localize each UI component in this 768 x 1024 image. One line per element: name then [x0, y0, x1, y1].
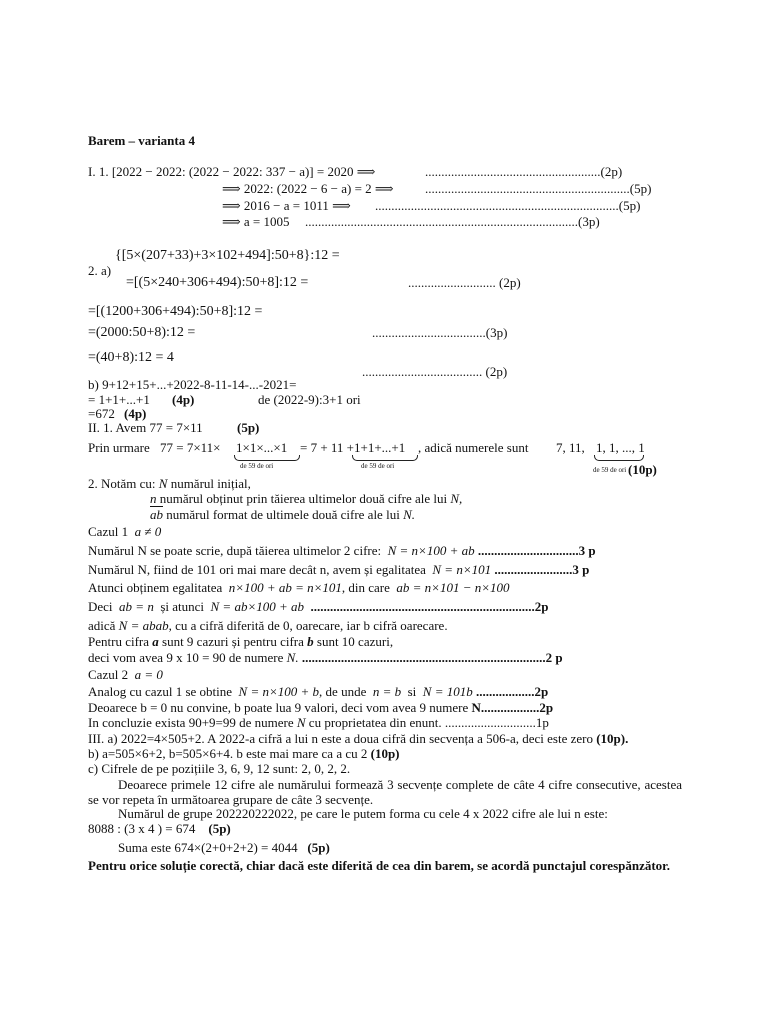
problem-III-a-points: (10p).	[596, 731, 629, 746]
case-2-line-2-text: Deoarece b = 0 nu convine, b poate lua 9 valori, deci vom avea 9 numere	[88, 700, 469, 715]
case-1-line-5	[88, 618, 448, 633]
brace-product	[234, 455, 300, 461]
case-1-line-1-text: Numărul N se poate scrie, după tăierea ultimelor 2 cifre:	[88, 543, 382, 558]
case-1-line-1-math: N = n×100 + ab	[387, 543, 475, 558]
problem-I1-line-3: ⟹ 2016 − a = 1011 ⟹	[222, 198, 351, 213]
problem-III-c-division-points: (5p)	[208, 821, 231, 836]
case-2-line-1-math: N = n×100 + b	[238, 684, 320, 699]
problem-II2-def-n-text: numărul obținut prin tăierea ultimelor două cifre ale lui	[159, 491, 448, 506]
case-1-line-7-points: ...........................................................................2 p	[301, 650, 563, 665]
case-1-line-4-text-b: și atunci	[160, 599, 205, 614]
problem-II2-intro-text: 2. Notăm cu:	[88, 476, 156, 491]
case-2-line-1-points: ..................2p	[476, 684, 549, 699]
case-1-line-4-math-b: N = ab×100 + ab	[210, 599, 305, 614]
problem-III-b-text: b) a=505×6+2, b=505×6+4. b este mai mare ca a cu 2	[88, 746, 368, 761]
document-title: Barem – varianta 4	[88, 133, 195, 148]
case-1-line-3	[88, 580, 510, 595]
problem-II1-math-d: 1+1+...+1	[354, 440, 406, 455]
problem-III-c: c) Cifrele de pe pozițiile 3, 6, 9, 12 sunt: 2, 0, 2, 2.	[88, 761, 351, 776]
case-1-line-4-math: ab = n	[119, 599, 154, 614]
case-1-line-4-points: .....................................................................2p	[310, 599, 549, 614]
case-1-line-2-math: N = n×101	[432, 562, 492, 577]
case-2-line-1-text-c: si	[407, 684, 417, 699]
case-1-line-7: deci vom avea 9 x 10 = 90 de numere N. ...........................................................................2 p	[88, 650, 563, 665]
problem-I2a-line-1: {[5×(207+33)+3×102+494]:50+8}:12 =	[115, 248, 340, 263]
brace-numbers	[594, 455, 644, 461]
problem-III-b-points: (10p)	[370, 746, 400, 761]
problem-II2-def-ab-text: numărul format de ultimele două cifre ale lui	[166, 507, 400, 522]
case-1-line-4	[88, 599, 549, 614]
case-1-line-2-points: ........................3 p	[494, 562, 590, 577]
problem-II2-intro: 2. Notăm cu: N numărul inițial,	[88, 476, 251, 491]
scoring-note: Pentru orice soluție corectă, chiar dacă este diferită de cea din barem, se acordă punctajul corespănzător.	[88, 858, 671, 873]
problem-II1-points-2: (10p)	[628, 462, 657, 477]
case-2-line-3-text-b: cu proprietatea din enunt. ............................1p	[308, 715, 549, 730]
case-1-line-6-text-c: sunt 10 cazuri,	[316, 634, 394, 649]
problem-III-c-division-text: 8088 : (3 x 4 ) = 674	[88, 821, 196, 836]
case-2-condition: a = 0	[134, 667, 163, 682]
case-2-line-3: In concluzie exista 90+9=99 de numere N cu proprietatea din enunt. ............................1p	[88, 715, 549, 730]
brace-sum	[352, 455, 418, 461]
brace-product-label: de 59 de ori	[240, 462, 274, 470]
problem-I2a-line-3: =[(1200+306+494):50+8]:12 =	[88, 304, 263, 319]
case-1-line-3-math: n×100 + ab = n×101	[228, 580, 342, 595]
problem-I1-line-4: ⟹ a = 1005	[222, 214, 290, 229]
problem-I1-line-2: ⟹ 2022: (2022 − 6 − a) = 2 ⟹	[222, 181, 394, 196]
problem-III-c-paragraph-1: Deoarece primele 12 cifre ale numărului formează 3 secvențe complete de câte 4 cifre consecutive, acestea se vor repeta în următoarea grupare de câte 3 secvențe.	[88, 777, 682, 807]
problem-I2b-line-2: = 1+1+...+1	[88, 392, 150, 407]
problem-II1-math-a: 77 = 7×11×	[160, 440, 221, 455]
case-1-line-4-text: Deci	[88, 599, 113, 614]
case-1-line-6: Pentru cifra a sunt 9 cazuri și pentru cifra b sunt 10 cazuri,	[88, 634, 394, 649]
case-2-line-1-math-b: n = b	[372, 684, 402, 699]
problem-II1-points-1: (5p)	[237, 420, 260, 435]
brace-numbers-label: de 59 de ori	[593, 466, 627, 474]
problem-I2a-label: 2. a)	[88, 263, 112, 278]
problem-III-a-text: III. a) 2022=4×505+2. A 2022-a cifră a lui n este a doua cifră din secvența a 506-a, deci este zero	[88, 731, 593, 746]
problem-II1-line-2-suffix: , adică numerele sunt	[418, 440, 529, 455]
problem-I1-line-1: I. 1. [2022 − 2022: (2022 − 2022: 337 − a)] = 2020 ⟹	[88, 164, 376, 179]
problem-II2-def-n: n numărul obținut prin tăierea ultimelor două cifre ale lui N,	[150, 491, 463, 506]
problem-I2b-line-3: =672	[88, 406, 115, 421]
case-1-label: Cazul 1	[88, 524, 129, 539]
problem-I2a-points-3: ..................................... (2p)	[362, 364, 508, 379]
problem-I2a-line-2: =[(5×240+306+494):50+8]:12 =	[126, 275, 309, 290]
problem-II1-nums-b: 1, 1, ..., 1	[596, 440, 645, 455]
problem-II1-line-2-prefix: Prin urmare	[88, 440, 150, 455]
problem-II1-line-1: II. 1. Avem 77 = 7×11	[88, 420, 203, 435]
case-1-line-1-points: ...............................3 p	[477, 543, 596, 558]
case-2-line-1-math-c: N = 101b	[422, 684, 473, 699]
case-1-heading	[88, 524, 161, 539]
problem-I1-points-4: ....................................................................................(3p)	[305, 214, 600, 229]
case-1-line-7-text: deci vom avea 9 x 10 = 90 de numere	[88, 650, 284, 665]
problem-III-c-paragraph-2: Numărul de grupe 202220222022, pe care le putem forma cu cele 4 x 2022 cifre ale lui n este:	[118, 806, 608, 821]
case-1-condition: a ≠ 0	[134, 524, 162, 539]
case-1-line-3-math-b: ab = n×101 − n×100	[396, 580, 510, 595]
problem-III-b	[88, 746, 400, 761]
case-2-line-2-points: N..................2p	[471, 700, 554, 715]
case-1-line-5-text: adică	[88, 618, 116, 633]
problem-III-c-sum	[118, 840, 330, 855]
problem-I2a-line-4: =(2000:50+8):12 =	[88, 325, 196, 340]
case-2-line-1	[88, 684, 548, 699]
problem-I2b-note: de (2022-9):3+1 ori	[258, 392, 361, 407]
problem-I2b-line-1: b) 9+12+15+...+2022-8-11-14-...-2021=	[88, 377, 297, 392]
problem-III-c-sum-points: (5p)	[307, 840, 330, 855]
problem-I2a-line-5: =(40+8):12 = 4	[88, 350, 174, 365]
problem-II1-math-c: = 7 + 11 +	[300, 440, 355, 455]
problem-II1-math-b: 1×1×...×1	[236, 440, 288, 455]
case-1-line-2-text: Numărul N, fiind de 101 ori mai mare decât n, avem și egalitatea	[88, 562, 426, 577]
problem-II2-def-N: numărul inițial,	[170, 476, 251, 491]
case-2-heading	[88, 667, 163, 682]
problem-III-a	[88, 731, 628, 746]
problem-III-c-sum-text: Suma este 674×(2+0+2+2) = 4044	[118, 840, 298, 855]
case-2-line-1-text-b: , de unde	[319, 684, 367, 699]
problem-I1-points-3: ...........................................................................(5p)	[375, 198, 641, 213]
case-1-line-5-text-b: , cu a cifră diferită de 0, oarecare, iar b cifră oarecare.	[168, 618, 448, 633]
problem-I1-points-2: ...............................................................(5p)	[425, 181, 652, 196]
case-2-label: Cazul 2	[88, 667, 129, 682]
case-1-line-3-text-b: , din care	[341, 580, 390, 595]
case-1-line-6-text: Pentru cifra	[88, 634, 150, 649]
problem-I2a-points-1: ........................... (2p)	[408, 275, 521, 290]
case-1-line-1	[88, 543, 596, 558]
brace-sum-label: de 59 de ori	[361, 462, 395, 470]
problem-III-c-division	[88, 821, 231, 836]
problem-I2a-points-2: ...................................(3p)	[372, 325, 508, 340]
case-2-line-3-text: In concluzie exista 90+9=99 de numere	[88, 715, 294, 730]
problem-I1-points-1: ......................................................(2p)	[425, 164, 623, 179]
problem-I2b-points-2: (4p)	[124, 406, 147, 421]
case-1-line-3-text: Atunci obținem egalitatea	[88, 580, 223, 595]
problem-II1-nums-a: 7, 11,	[556, 440, 585, 455]
case-2-line-2	[88, 700, 553, 715]
problem-I2b-points-1: (4p)	[172, 392, 195, 407]
case-2-line-1-text: Analog cu cazul 1 se obtine	[88, 684, 233, 699]
problem-II2-def-ab: $\overline{ab}$ numărul format de ultimele două cifre ale lui N.	[150, 507, 415, 522]
case-1-line-2	[88, 562, 589, 577]
case-1-line-6-text-b: sunt 9 cazuri și pentru cifra	[162, 634, 304, 649]
case-1-line-5-math: N = abab	[118, 618, 169, 633]
